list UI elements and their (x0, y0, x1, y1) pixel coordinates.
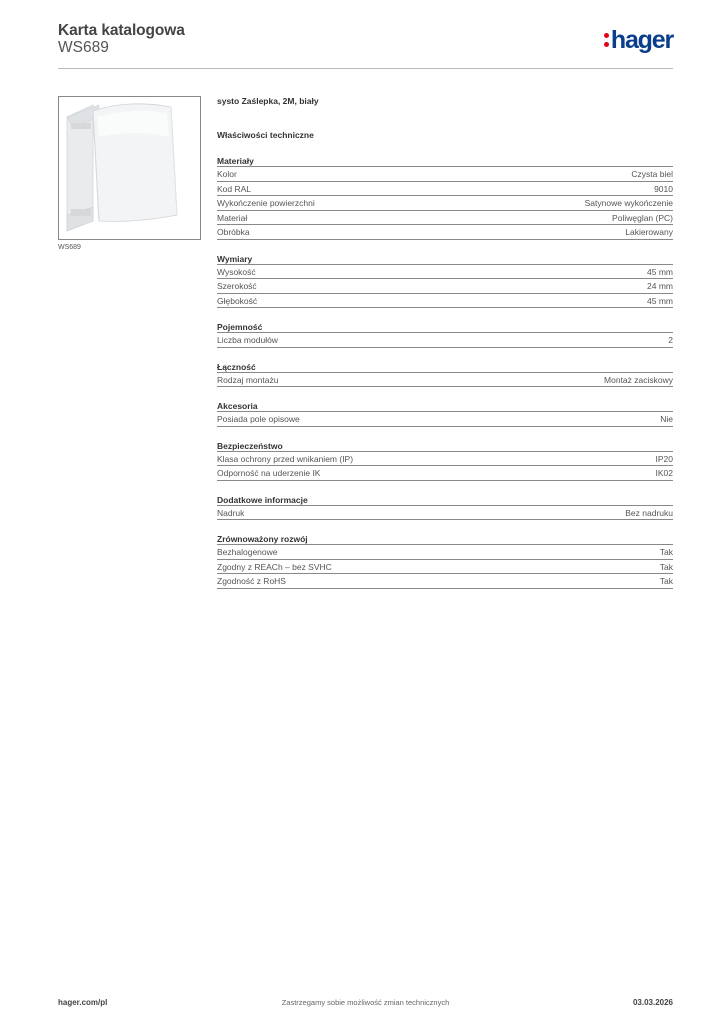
spec-value: 24 mm (647, 281, 673, 291)
doc-product-code: WS689 (58, 39, 109, 56)
properties-heading: Właściwości techniczne (217, 130, 314, 140)
spec-label: Klasa ochrony przed wnikaniem (IP) (217, 453, 354, 464)
page-header (58, 20, 673, 70)
spec-label: Materiał (217, 212, 248, 223)
spec-row (217, 225, 673, 240)
spec-label: Zgodny z REACh – bez SVHC (217, 561, 332, 572)
spec-label: Bezhalogenowe (217, 547, 278, 557)
image-caption: WS689 (58, 244, 81, 251)
product-image (58, 96, 201, 240)
spec-value: Poliwęglan (PC) (612, 212, 673, 223)
spec-row (217, 545, 673, 560)
spec-label: Obróbka (217, 227, 250, 237)
spec-row (217, 211, 673, 226)
spec-row (217, 506, 673, 521)
spec-label: Zgodność z RoHS (217, 576, 286, 586)
logo-text: hager (610, 26, 673, 54)
spec-row (217, 182, 673, 197)
spec-label: Rodzaj montażu (217, 374, 279, 385)
spec-label: Nadruk (217, 507, 245, 518)
spec-section (217, 534, 673, 589)
spec-label: Kod RAL (217, 183, 252, 194)
spec-row (217, 560, 673, 575)
section-title: Łączność (217, 362, 673, 373)
spec-section (217, 362, 673, 388)
footer-website[interactable]: hager.com/pl (58, 998, 108, 1007)
spec-value: IK02 (655, 468, 673, 478)
spec-row (217, 294, 673, 309)
product-specs (217, 96, 673, 589)
spec-value: Montaż zaciskowy (604, 374, 673, 385)
spec-section (217, 401, 673, 427)
section-title: Pojemność (217, 322, 673, 333)
footer-disclaimer: Zastrzegamy sobie możliwość zmian technicznych (281, 998, 450, 1007)
spec-section (217, 495, 673, 521)
section-title: Materiały (217, 156, 673, 167)
footer-date: 03.03.2026 (632, 998, 673, 1007)
spec-label: Posiada pole opisowe (217, 414, 300, 424)
spec-value: Tak (659, 561, 673, 572)
spec-value: Tak (659, 547, 673, 557)
spec-sections (217, 156, 673, 589)
spec-row (217, 452, 673, 467)
spec-value: IP20 (655, 453, 673, 464)
spec-label: Wykończenie powierzchni (217, 198, 315, 208)
spec-row (217, 466, 673, 481)
spec-value: Satynowe wykończenie (584, 198, 673, 208)
spec-value: Czysta biel (631, 169, 673, 179)
spec-label: Kolor (217, 169, 237, 179)
section-title: Akcesoria (217, 401, 673, 412)
spec-value: Bez nadruku (625, 507, 673, 518)
spec-section (217, 322, 673, 348)
spec-label: Szerokość (217, 281, 257, 291)
spec-section (217, 254, 673, 309)
section-title: Dodatkowe informacje (217, 495, 673, 506)
spec-row (217, 167, 673, 182)
section-title: Zrównoważony rozwój (217, 534, 673, 545)
spec-section (217, 156, 673, 240)
spec-row (217, 279, 673, 294)
doc-title: Karta katalogowa (58, 22, 185, 39)
section-title: Wymiary (217, 254, 673, 265)
blank-plate-icon (59, 97, 200, 239)
spec-row (217, 373, 673, 388)
logo-dots-icon (604, 29, 610, 49)
spec-label: Głębokość (217, 295, 258, 306)
spec-label: Liczba modułów (217, 335, 278, 345)
spec-label: Wysokość (217, 266, 256, 277)
spec-value: Tak (659, 576, 673, 586)
spec-label: Odporność na uderzenie IK (217, 468, 321, 478)
spec-value: 45 mm (647, 295, 673, 306)
spec-value: Lakierowany (625, 227, 673, 237)
product-name: systo Zaślepka, 2M, biały (217, 96, 319, 106)
spec-row (217, 333, 673, 348)
spec-value: 45 mm (647, 266, 673, 277)
spec-row (217, 196, 673, 211)
spec-row (217, 265, 673, 280)
spec-row (217, 574, 673, 589)
header-divider (58, 68, 673, 69)
spec-value: Nie (660, 414, 673, 424)
spec-value: 2 (668, 335, 673, 345)
spec-row (217, 412, 673, 427)
section-title: Bezpieczeństwo (217, 441, 673, 452)
spec-value: 9010 (654, 183, 673, 194)
hager-logo (604, 26, 673, 55)
spec-section (217, 441, 673, 481)
